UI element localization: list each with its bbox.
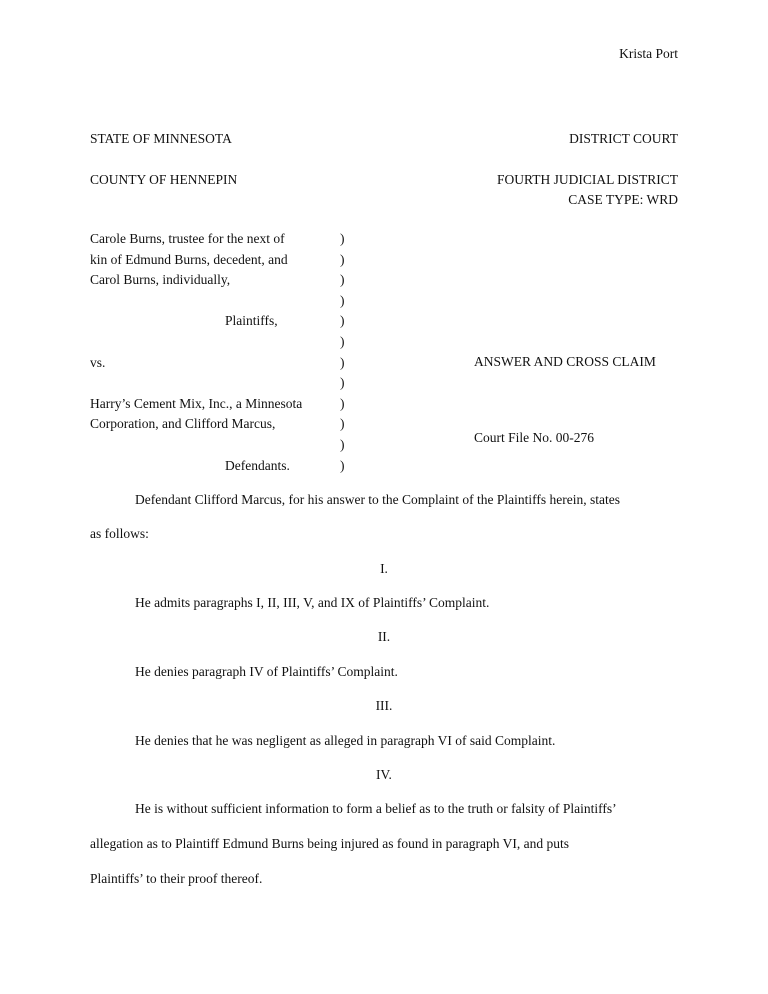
- author-header: Krista Port: [619, 46, 678, 61]
- paren-mark: ): [340, 333, 345, 349]
- paren-mark: ): [340, 272, 345, 288]
- paren-mark: ): [340, 292, 345, 308]
- plaintiffs-label: Plaintiffs,: [225, 313, 278, 329]
- blank-line: [90, 375, 330, 396]
- court-file-number: Court File No. 00-276: [474, 430, 594, 445]
- plaintiff-line: Carole Burns, trustee for the next of: [90, 231, 285, 246]
- blank-line: [90, 334, 330, 355]
- plaintiff-line: kin of Edmund Burns, decedent, and: [90, 251, 288, 267]
- county-heading: COUNTY OF HENNEPIN: [90, 172, 238, 187]
- paren-mark: ): [340, 313, 345, 329]
- paren-mark: ): [340, 231, 345, 246]
- blank-line: [90, 437, 330, 458]
- document-title: ANSWER AND CROSS CLAIM: [474, 354, 656, 369]
- paren-mark: ): [340, 251, 345, 267]
- intro-paragraph-line: Defendant Clifford Marcus, for his answer to the Complaint of the Plaintiffs herein, states: [135, 492, 621, 507]
- defendant-line: Corporation, and Clifford Marcus,: [90, 416, 276, 432]
- caption-parties: [90, 231, 330, 478]
- section-numeral: I.: [380, 561, 388, 576]
- caption-parentheses: [340, 231, 352, 478]
- state-heading: STATE OF MINNESOTA: [90, 131, 232, 146]
- plaintiff-line: Carol Burns, individually,: [90, 272, 231, 288]
- case-type: CASE TYPE: WRD: [568, 192, 678, 207]
- section-text: allegation as to Plaintiff Edmund Burns being injured as found in paragraph VI, and puts: [90, 836, 570, 851]
- section-text: He is without sufficient information to form a belief as to the truth or falsity of Plaintiffs’: [135, 801, 617, 816]
- section-text: He denies that he was negligent as alleged in paragraph VI of said Complaint.: [135, 733, 556, 748]
- court-heading: DISTRICT COURT: [569, 131, 678, 146]
- versus-label: vs.: [90, 354, 106, 370]
- section-text: Plaintiffs’ to their proof thereof.: [90, 871, 263, 886]
- paren-mark: ): [340, 457, 345, 473]
- paren-mark: ): [340, 436, 345, 452]
- paren-mark: ): [340, 354, 345, 370]
- paren-mark: ): [340, 375, 345, 391]
- blank-line: [90, 293, 330, 314]
- intro-paragraph-line: as follows:: [90, 526, 149, 541]
- paren-mark: ): [340, 416, 345, 432]
- section-text: He denies paragraph IV of Plaintiffs’ Complaint.: [135, 664, 398, 679]
- district-heading: FOURTH JUDICIAL DISTRICT: [497, 172, 678, 187]
- defendants-label: Defendants.: [225, 457, 290, 473]
- section-numeral: III.: [375, 698, 393, 713]
- section-text: He admits paragraphs I, II, III, V, and IX of Plaintiffs’ Complaint.: [135, 595, 490, 610]
- section-numeral: II.: [377, 629, 391, 644]
- section-numeral: IV.: [376, 767, 392, 782]
- defendant-line: Harry’s Cement Mix, Inc., a Minnesota: [90, 395, 303, 411]
- paren-mark: ): [340, 395, 345, 411]
